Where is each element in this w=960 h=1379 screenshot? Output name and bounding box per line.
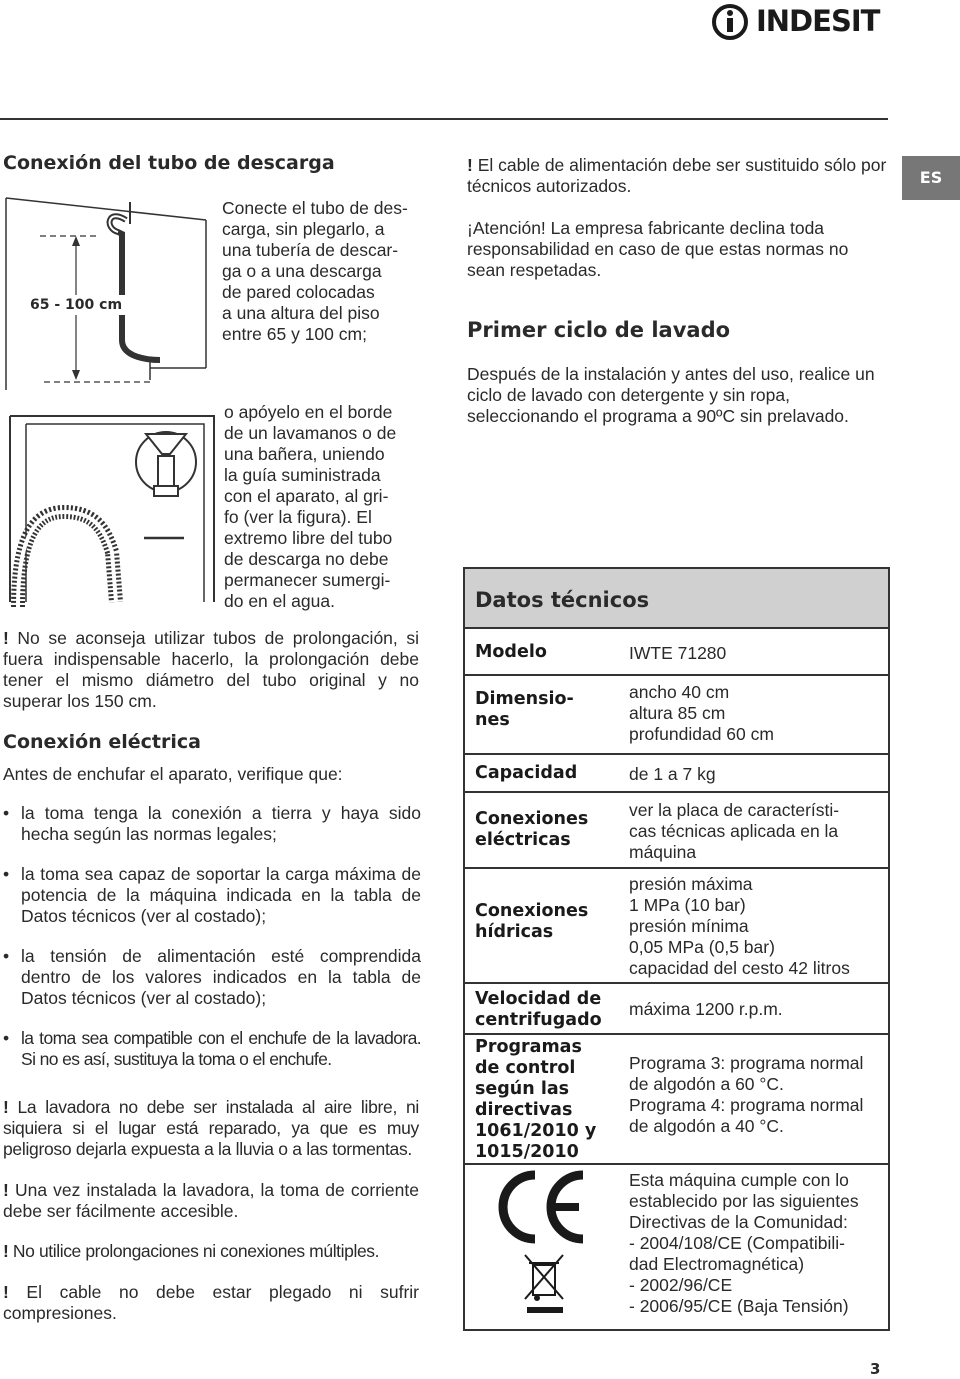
table-row: Conexiones hídricas presión máxima 1 MPa (10 bar) presión mínima 0,05 MPa (0,5 bar) capacidad del cesto 42 litros — [465, 869, 888, 984]
table-row: Velocidad de centrifugado máxima 1200 r.p.m. — [465, 984, 888, 1035]
indesit-logo — [712, 0, 902, 50]
warning-mark: ! — [3, 628, 9, 648]
table-row: Programas de control según las directivas 1061/2010 y 1015/2010 Programa 3: programa normal de algodón a 60 °C. Programa 4: programa normal de algodón a 40 °C. — [465, 1035, 888, 1165]
header-rule — [0, 118, 888, 120]
list-item: • la toma tenga la conexión a tierra y haya sido hecha según las normas legales; — [3, 803, 421, 845]
table-row: Conexiones eléctricas ver la placa de característi- cas técnicas aplicada en la máquina — [465, 793, 888, 869]
hose-on-sink-figure — [4, 402, 218, 610]
accessible-socket-warning: ! Una vez instalada la lavadora, la toma de corriente debe ser fácilmente accesible. — [3, 1180, 419, 1221]
technical-data-table — [463, 567, 890, 1331]
table-row: Modelo IWTE 71280 — [465, 629, 888, 676]
logo-wordmark: INDESIT — [756, 4, 880, 38]
cable-replacement-warning: ! El cable de alimentación debe ser sustituido sólo por técnicos autorizados. — [467, 155, 887, 196]
section-title-drain-hose: Conexión del tubo de descarga — [3, 152, 335, 174]
first-cycle-text: Después de la instalación y antes del uso, realice un ciclo de lavado con detergente y sin ropa, seleccionando el programa a 90ºC sin prelavado. — [467, 364, 875, 426]
height-range-label: 65 - 100 cm — [26, 295, 126, 315]
no-extension-warning: ! No utilice prolongaciones ni conexiones múltiples. — [3, 1241, 380, 1261]
drain-paragraph-1: Conecte el tubo de des- carga, sin plegarlo, a una tubería de descar- ga o a una descarga de pared colocadas a una altura del piso entre 65 y 100 cm; — [222, 198, 408, 344]
section-title-electrical: Conexión eléctrica — [3, 731, 201, 753]
extension-warning: ! No se aconseja utilizar tubos de prolongación, si fuera indispensable hacerlo, la prolongación debe tener el mismo diámetro del tubo original y no superar los 150 cm. — [3, 628, 419, 711]
attention-notice: ¡Atención! La empresa fabricante declina toda responsabilidad en caso de que estas normas no sean respetadas. — [467, 218, 849, 280]
electrical-checklist — [3, 803, 421, 1089]
section-title-first-cycle: Primer ciclo de lavado — [467, 318, 731, 342]
weee-bin-icon — [523, 1253, 567, 1317]
table-row: Esta máquina cumple con lo establecido por las siguientes Directivas de la Comunidad: - 2004/108/CE (Compatibili- dad Electromagnética) - 2002/96/CE - 2006/95/CE (Baja Tensión) — [465, 1165, 888, 1329]
drain-height-figure — [0, 190, 212, 390]
list-item: • la tensión de alimentación esté comprendida dentro de los valores indicados en la tabla de Datos técnicos (ver al costado); — [3, 946, 421, 1009]
language-tab: ES — [902, 156, 960, 200]
page-number: 3 — [870, 1360, 881, 1378]
drain-paragraph-2: o apóyelo en el borde de un lavamanos o de una bañera, uniendo la guía suministrada con el aparato, al gri- fo (ver la figura). El extremo libre del tubo de descarga no debe permanecer sumergi- do en el agua. — [224, 402, 397, 611]
outdoor-warning: ! La lavadora no debe ser instalada al aire libre, ni siquiera si el lugar está reparado, ya que es muy peligroso dejarla expuesta a la lluvia o a las tormentas. — [3, 1097, 419, 1159]
electrical-intro: Antes de enchufar el aparato, verifique que: — [3, 764, 343, 784]
table-row: Dimensio- nes ancho 40 cm altura 85 cm profundidad 60 cm — [465, 676, 888, 755]
table-row: Capacidad de 1 a 7 kg — [465, 755, 888, 793]
cable-fold-warning: ! El cable no debe estar plegado ni sufrir compresiones. — [3, 1282, 419, 1323]
list-item: • la toma sea compatible con el enchufe de la lavadora. Si no es así, sustituya la toma o el enchufe. — [3, 1028, 421, 1070]
ce-mark-icon — [495, 1169, 589, 1245]
list-item: • la toma sea capaz de soportar la carga máxima de potencia de la máquina indicada en la tabla de Datos técnicos (ver al costado); — [3, 864, 421, 927]
table-title: Datos técnicos — [465, 569, 888, 629]
